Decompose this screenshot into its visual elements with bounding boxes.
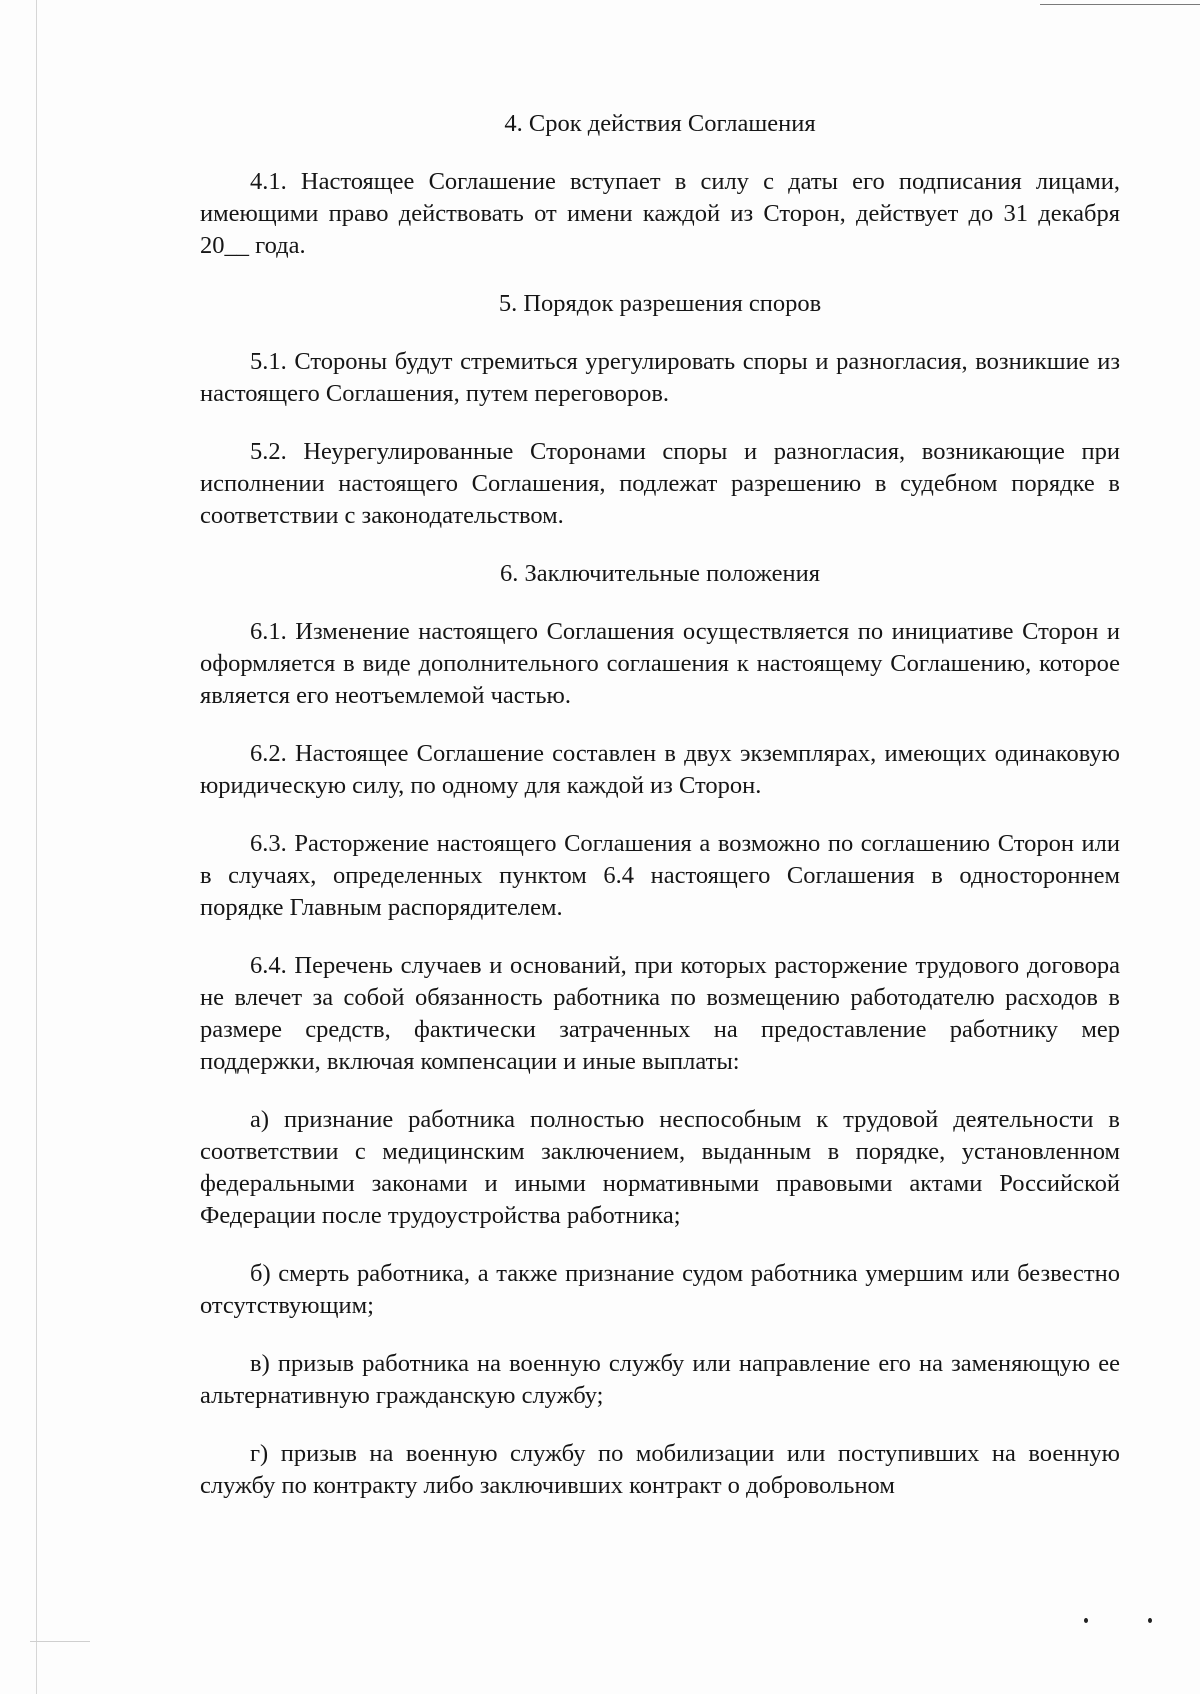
- paragraph-5-2: 5.2. Неурегулированные Сторонами споры и разногласия, возникающие при исполнении настоящего Соглашения, подлежат разрешению в судебном порядке в соответствии с законодательством.: [200, 438, 1120, 529]
- paragraph-5-1: 5.1. Стороны будут стремиться урегулировать споры и разногласия, возникшие из настоящего Соглашения, путем переговоров.: [200, 348, 1120, 407]
- scan-speck: [1148, 1618, 1152, 1623]
- paragraph-4-1: 4.1. Настоящее Соглашение вступает в силу с даты его подписания лицами, имеющими право действовать от имени каждой из Сторон, действует до 31 декабря 20__ года.: [200, 168, 1120, 259]
- scan-left-edge: [36, 0, 37, 1694]
- list-item-v: в) призыв работника на военную службу или направление его на заменяющую ее альтернативную гражданскую службу;: [200, 1350, 1120, 1409]
- paragraph-6-2: 6.2. Настоящее Соглашение составлен в двух экземплярах, имеющих одинаковую юридическую силу, по одному для каждой из Сторон.: [200, 740, 1120, 799]
- scan-bottom-edge: [30, 1641, 90, 1642]
- scan-speck: [1084, 1618, 1088, 1623]
- section-4-heading: 4. Срок действия Соглашения: [504, 110, 816, 137]
- section-6-heading: 6. Заключительные положения: [499, 560, 820, 587]
- paragraph-6-4: 6.4. Перечень случаев и оснований, при которых расторжение трудового договора не влечет за собой обязанность работника по возмещению работодателю расходов в размере средств, фактически затраченных на предоставление работнику мер поддержки, включая компенсации и иные выплаты:: [200, 952, 1120, 1075]
- paragraph-6-3: 6.3. Расторжение настоящего Соглашения а возможно по соглашению Сторон или в случаях, определенных пунктом 6.4 настоящего Соглашения в одностороннем порядке Главным распорядителем.: [200, 830, 1120, 921]
- scan-top-edge: [1040, 4, 1200, 5]
- list-item-a: а) признание работника полностью неспособным к трудовой деятельности в соответствии с медицинским заключением, выданным в порядке, установленном федеральными законами и иными нормативными правовыми актами Российской Федерации после трудоустройства работника;: [200, 1106, 1120, 1229]
- section-5-heading: 5. Порядок разрешения споров: [498, 290, 822, 317]
- paragraph-6-1: 6.1. Изменение настоящего Соглашения осуществляется по инициативе Сторон и оформляется в виде дополнительного соглашения к настоящему Соглашению, которое является его неотъемлемой частью.: [200, 618, 1120, 709]
- document-body: [200, 108, 1120, 1502]
- list-item-g: г) призыв на военную службу по мобилизации или поступивших на военную службу по контракту либо заключивших контракт о добровольном: [200, 1440, 1120, 1499]
- list-item-b: б) смерть работника, а также признание судом работника умершим или безвестно отсутствующим;: [200, 1260, 1120, 1319]
